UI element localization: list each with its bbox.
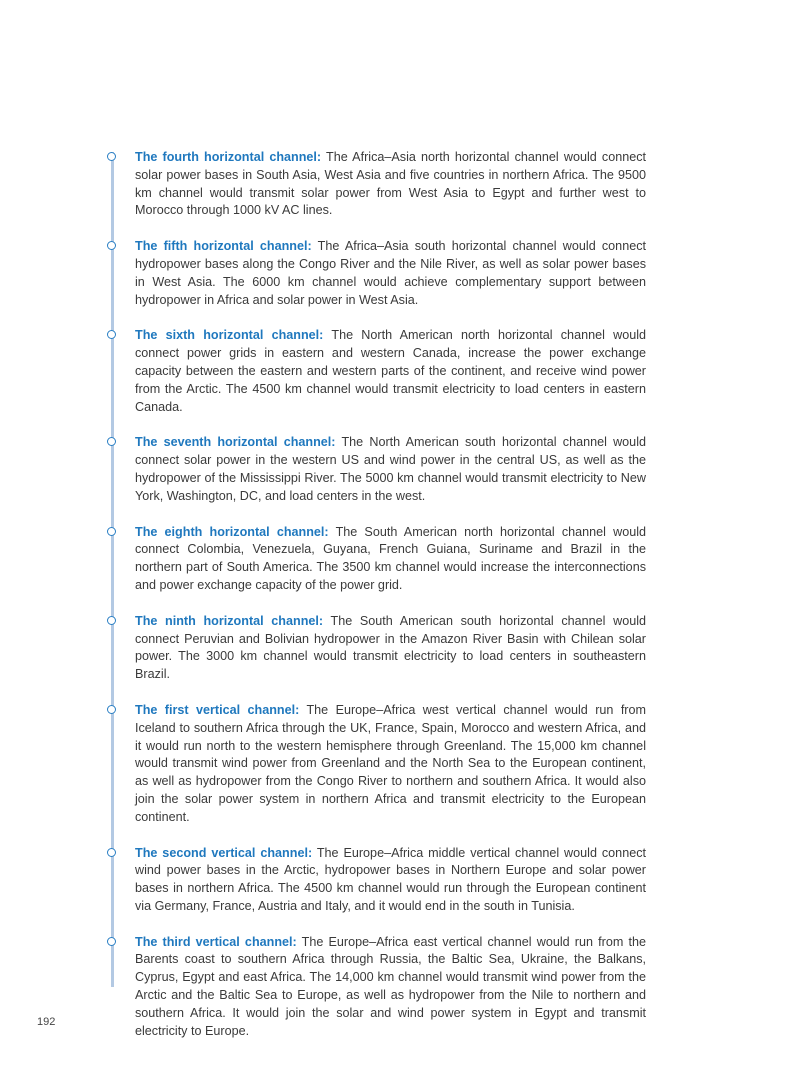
bullet-circle-icon [107,848,116,857]
bullet-circle-icon [107,527,116,536]
channel-item [135,434,646,505]
bullet-circle-icon [107,152,116,161]
channel-item [135,613,646,684]
channel-body: The North American south horizontal channel would connect solar power in the western US and wind power in the central US, as well as the hydropower of the Mississippi River. The 5000 km channel would transmit electricity to New York, Washington, DC, and load centers in the west. [135,435,646,503]
channel-item [135,524,646,595]
timeline-rail [111,152,114,987]
bullet-circle-icon [107,437,116,446]
channel-list [135,149,646,1058]
channel-body: The Europe–Africa west vertical channel would run from Iceland to southern Africa through the UK, France, Spain, Morocco and western Africa, and it would run north to the western hemisphere through Greenland. The 15,000 km channel would transmit wind power from Greenland and the North Sea to the European continent, as well as hydropower from the Congo River to northern and southern Africa. It would also join the solar power system in northern Africa and transmit electricity to the European continent. [135,702,647,824]
bullet-circle-icon [107,330,116,339]
channel-body: The North American north horizontal channel would connect power grids in eastern and western Canada, increase the power exchange capacity between the eastern and western parts of the continent, and receive wind power from the Arctic. The 4500 km channel would transmit electricity to load centers in eastern Canada. [135,328,646,414]
bullet-circle-icon [107,937,116,946]
channel-item [135,149,646,220]
page-number: 192 [37,1016,56,1028]
channel-heading: The eighth horizontal channel: [135,524,329,539]
channel-heading: The first vertical channel: [135,702,300,717]
channel-body: The Europe–Africa east vertical channel would run from the Barents coast to southern Africa through Russia, the Baltic Sea, Ukraine, the Balkans, Cyprus, Egypt and east Africa. The 14,000 km channel would transmit wind power from the Arctic and the Baltic Sea to Europe, as well as hydropower from the Nile to northern and southern Africa. It would join the solar and wind power system in Egypt and transmit electricity to Europe. [135,934,646,1038]
channel-item [135,934,646,1041]
channel-heading: The fifth horizontal channel: [135,239,312,254]
channel-body: The South American north horizontal channel would connect Colombia, Venezuela, Guyana, French Guiana, Suriname and Brazil in the northern part of South America. The 3500 km channel would increase the interconnections and power exchange capacity of the power grid. [135,524,646,592]
channel-heading: The fourth horizontal channel: [135,150,322,164]
channel-heading: The second vertical channel: [135,845,313,860]
channel-item [135,238,646,309]
channel-heading: The third vertical channel: [135,934,297,949]
bullet-circle-icon [107,705,116,714]
channel-item [135,327,646,416]
channel-body: The Africa–Asia north horizontal channel would connect solar power bases in South Asia, West Asia and five countries in northern Africa. The 9500 km channel would transmit solar power from West Asia to Egypt and further west to Morocco through 1000 kV AC lines. [135,150,647,218]
channel-heading: The sixth horizontal channel: [135,328,324,343]
channel-heading: The ninth horizontal channel: [135,613,324,628]
channel-body: The Europe–Africa middle vertical channel would connect wind power bases in the Arctic, hydropower bases in Northern Europe and solar power bases in northern Africa. The 4500 km channel would run through the European continent via Germany, France, Austria and Italy, and it would end in the south in Tunisia. [135,845,646,913]
bullet-circle-icon [107,616,116,625]
channel-heading: The seventh horizontal channel: [135,435,336,450]
channel-body: The South American south horizontal channel would connect Peruvian and Bolivian hydropower in the Amazon River Basin with Chilean solar power. The 3000 km channel would transmit electricity to load centers in southeastern Brazil. [135,613,647,682]
bullet-circle-icon [107,241,116,250]
channel-item [135,702,646,827]
channel-body: The Africa–Asia south horizontal channel would connect hydropower bases along the Congo River and the Nile River, as well as solar power bases in West Asia. The 6000 km channel would achieve complementary support between hydropower in Africa and solar power in West Asia. [135,239,646,307]
channel-item [135,845,646,916]
